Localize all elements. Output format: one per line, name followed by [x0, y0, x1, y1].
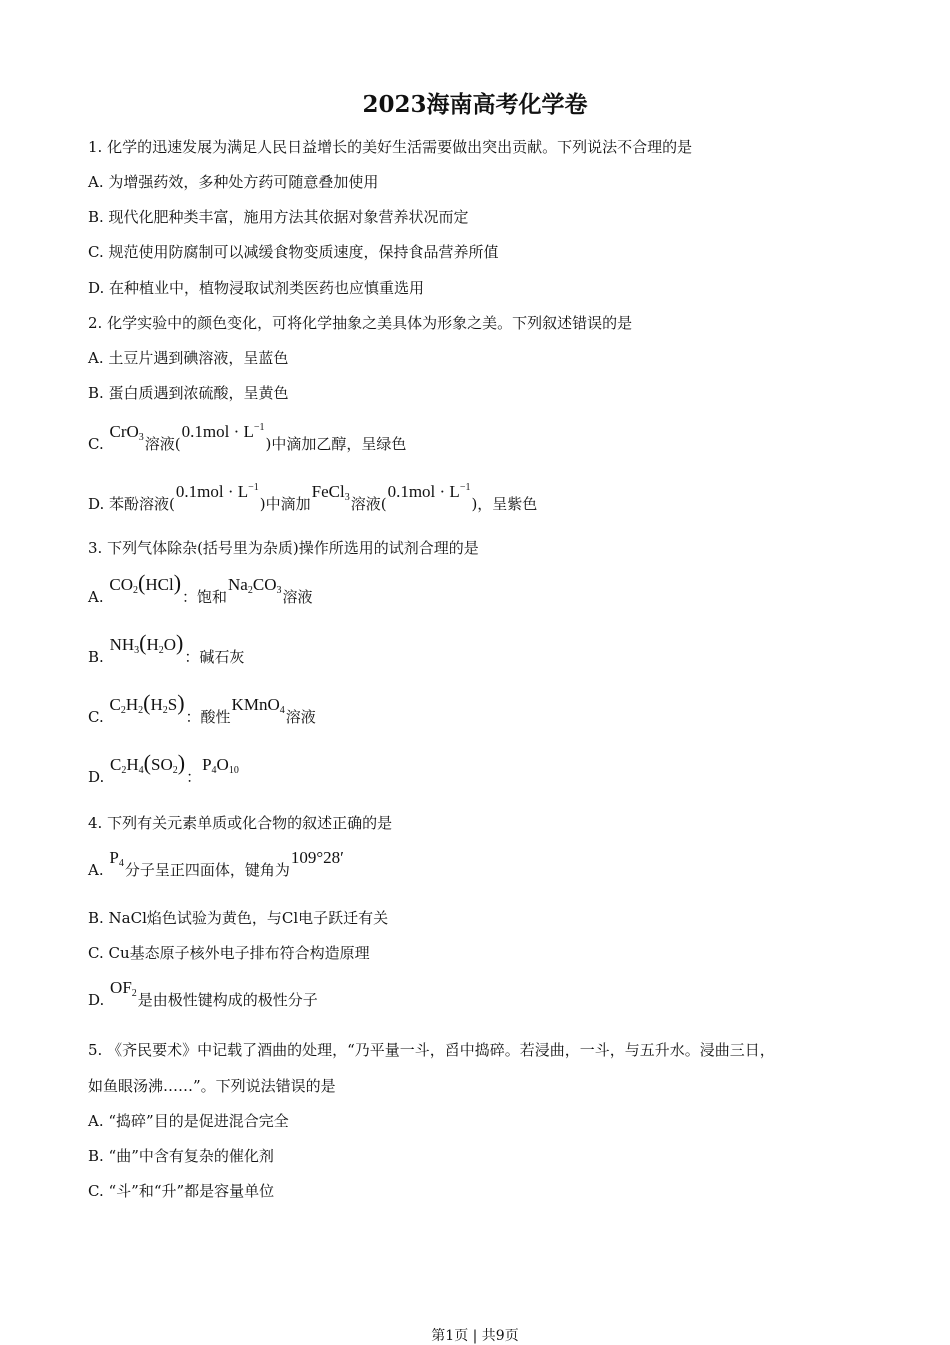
formula-p4: $P_4$: [109, 848, 124, 869]
question-1-option-c: C. 规范使用防腐制可以减缓食物变质速度，保持食品营养所值: [88, 243, 499, 261]
question-4-option-a: A. $P_4$分子呈正四面体，键角为109°28′: [88, 848, 344, 879]
question-2-option-c: C. CrO$_3$溶液$(0.1mol \cdot L^{-1})$中滴加乙醇，呈绿色: [88, 422, 407, 453]
question-3-stem: 3. 下列气体除杂(括号里为杂质)操作所选用的试剂合理的是: [88, 539, 479, 557]
question-1-option-b: B. 现代化肥种类丰富，施用方法其依据对象营养状况而定: [88, 208, 469, 226]
question-1-stem: 1. 化学的迅速发展为满足人民日益增长的美好生活需要做出突出贡献。下列说法不合理的是: [88, 138, 693, 156]
question-5-stem-line-2: 如鱼眼汤沸……”。下列说法错误的是: [88, 1077, 336, 1095]
formula-p4o10: $P_4O_{10}$: [202, 755, 239, 776]
question-3-option-c: C. $C_2H_2(H_2S)$：酸性KMnO$_4$溶液: [88, 690, 316, 726]
formula-co2-hcl: $CO_2(HCl)$: [109, 570, 182, 596]
formula-c2h4-so2: $C_2H_4(SO_2)$: [110, 750, 186, 776]
question-2-option-a: A. 土豆片遇到碘溶液，呈蓝色: [88, 349, 289, 367]
question-2-option-d: D. 苯酚溶液$(0.1mol \cdot L^{-1})$中滴加FeCl$_3$溶液$(0.1mol \cdot L^{-1})$，呈紫色: [88, 482, 538, 513]
question-4-option-b: B. NaCl焰色试验为黄色，与Cl电子跃迁有关: [88, 909, 389, 927]
question-4-option-d: D. $OF_2$是由极性键构成的极性分子: [88, 978, 318, 1009]
formula-nh3-h2o: $NH_3(H_2O)$: [109, 630, 184, 656]
question-5-option-b: B. “曲”中含有复杂的催化剂: [88, 1147, 274, 1165]
formula-kmno4: KMnO$_4$: [231, 695, 285, 716]
concentration: $0.1mol \cdot L^{-1}$: [175, 482, 259, 501]
page-title: 2023海南高考化学卷: [362, 91, 588, 118]
formula-na2co3: $Na_2CO_3$: [228, 575, 282, 596]
question-4-option-c: C. Cu基态原子核外电子排布符合构造原理: [88, 944, 370, 962]
page-footer: 第1页 | 共9页: [431, 1328, 519, 1344]
question-2-stem: 2. 化学实验中的颜色变化，可将化学抽象之美具体为形象之美。下列叙述错误的是: [88, 314, 633, 332]
question-2-option-b: B. 蛋白质遇到浓硫酸，呈黄色: [88, 384, 289, 402]
question-3-option-a: A. $CO_2(HCl)$：饱和$Na_2CO_3$溶液: [88, 570, 313, 606]
formula-cro3: CrO$_3$: [109, 422, 144, 443]
formula-c2h2-h2s: $C_2H_2(H_2S)$: [109, 690, 185, 716]
question-3-option-d: D. $C_2H_4(SO_2)$：$P_4O_{10}$: [88, 750, 239, 786]
formula-fecl3: FeCl$_3$: [311, 482, 350, 503]
concentration: $0.1mol \cdot L^{-1}$: [387, 482, 471, 501]
question-4-stem: 4. 下列有关元素单质或化合物的叙述正确的是: [88, 814, 393, 832]
concentration: $0.1mol \cdot L^{-1}$: [181, 422, 265, 441]
formula-of2: $OF_2$: [110, 978, 137, 999]
bond-angle: 109°28′: [290, 848, 344, 867]
question-1-option-d: D. 在种植业中，植物浸取试剂类医药也应慎重选用: [88, 279, 425, 297]
question-5-stem-line-1: 5. 《齐民要术》中记载了酒曲的处理，“乃平量一斗，舀中捣碎。若浸曲，一斗，与五升水。浸曲三日，: [88, 1041, 775, 1059]
question-1-option-a: A. 为增强药效，多种处方药可随意叠加使用: [88, 173, 379, 191]
question-3-option-b: B. $NH_3(H_2O)$：碱石灰: [88, 630, 245, 666]
question-5-option-c: C. “斗”和“升”都是容量单位: [88, 1182, 275, 1200]
question-5-option-a: A. “捣碎”目的是促进混合完全: [88, 1112, 289, 1130]
